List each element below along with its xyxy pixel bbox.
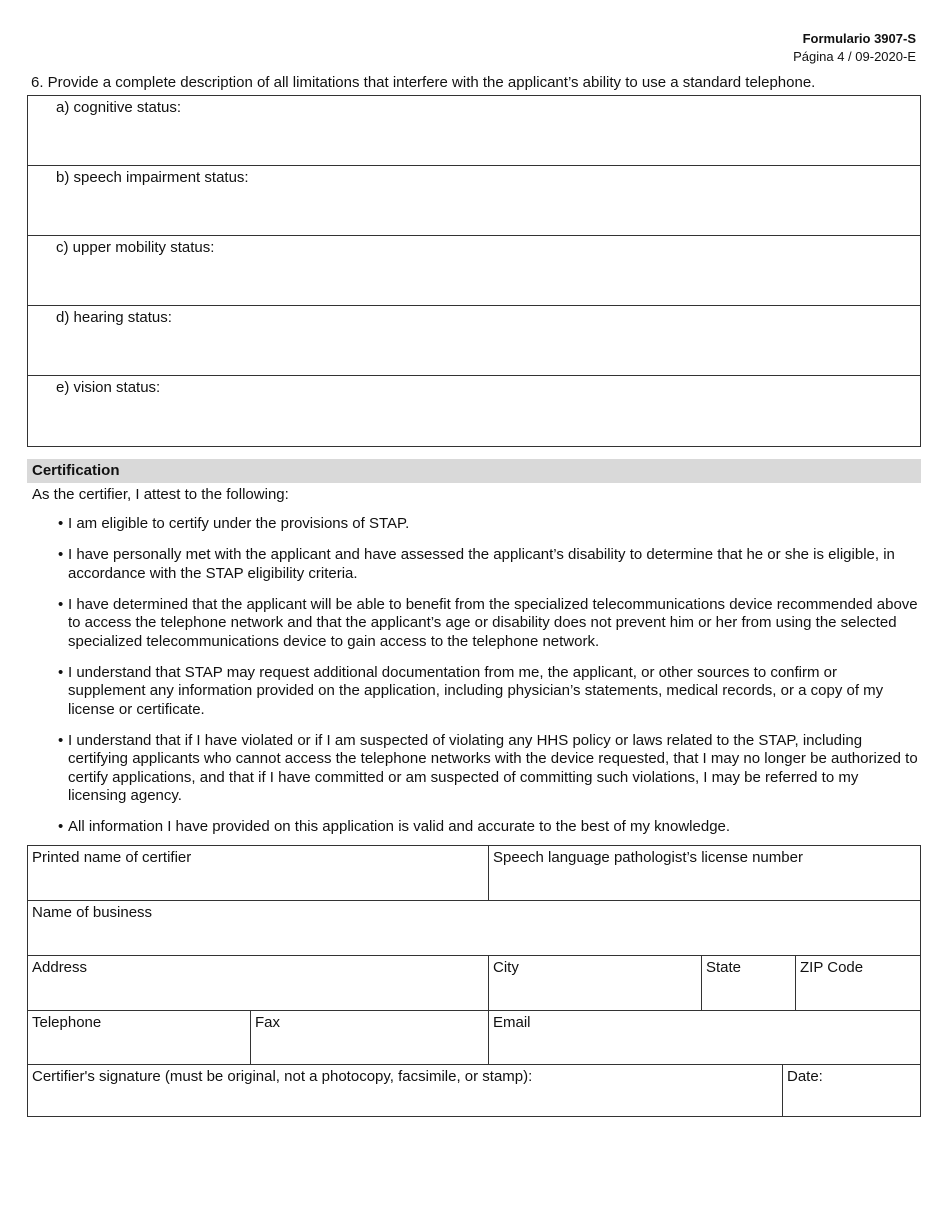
city-label: City	[493, 959, 519, 976]
signature-label: Certifier's signature (must be original, not a photocopy, facsimile, or stamp):	[32, 1068, 533, 1085]
address-field[interactable]	[28, 956, 489, 1010]
state-field[interactable]	[702, 956, 796, 1010]
date-field[interactable]	[783, 1065, 920, 1116]
list-item: • I have determined that the applicant will be able to benefit from the specialized telecommunications device recommended above to access the telephone network and that the applicant’s age or disability does not prevent him or her from using the selected specialized telecommunications device to gain access to the telephone network.	[58, 596, 918, 652]
city-field[interactable]	[489, 956, 702, 1010]
question-6-prompt: 6. Provide a complete description of all limitations that interfere with the applicant’s ability to use a standard telephone.	[31, 74, 816, 91]
telephone-label: Telephone	[32, 1014, 102, 1031]
business-name-label: Name of business	[32, 904, 153, 921]
certification-heading: Certification	[27, 459, 921, 483]
page-info: Página 4 / 09-2020-E	[793, 49, 916, 64]
list-item: • All information I have provided on this application is valid and accurate to the best of my knowledge.	[58, 818, 918, 837]
hearing-status-label: d) hearing status:	[56, 309, 172, 326]
vision-status-label: e) vision status:	[56, 379, 161, 396]
list-item: • I have personally met with the applicant and have assessed the applicant’s disability to determine that he or she is eligible, in accordance with the STAP eligibility criteria.	[58, 546, 918, 583]
signature-field[interactable]	[28, 1065, 783, 1116]
list-item: • I understand that if I have violated or if I am suspected of violating any HHS policy or laws related to the STAP, including certifying applicants who cannot access the telephone networks with the device requested, that I may no longer be authorized to certify applications, and that if I have committed or am suspected of committing such violations, I may be referred to my licensing agency.	[58, 732, 918, 806]
upper-mobility-status-field[interactable]	[28, 236, 920, 306]
speech-impairment-status-field[interactable]	[28, 166, 920, 236]
zip-code-field[interactable]	[796, 956, 920, 1010]
printed-name-label: Printed name of certifier	[32, 849, 192, 866]
date-label: Date:	[787, 1068, 823, 1085]
hearing-status-field[interactable]	[28, 306, 920, 376]
license-number-label: Speech language pathologist’s license number	[493, 849, 803, 866]
telephone-field[interactable]	[28, 1011, 251, 1064]
zip-code-label: ZIP Code	[800, 959, 864, 976]
cognitive-status-field[interactable]	[28, 96, 920, 166]
certification-intro: As the certifier, I attest to the following:	[32, 486, 289, 503]
speech-impairment-status-label: b) speech impairment status:	[56, 169, 249, 186]
list-item: • I am eligible to certify under the provisions of STAP.	[58, 515, 918, 534]
certification-bullets	[58, 515, 918, 849]
email-field[interactable]	[489, 1011, 920, 1064]
list-item: • I understand that STAP may request additional documentation from me, the applicant, or other sources to confirm or supplement any information provided on the application, including physician’s statements, medical records, or a copy of my license or certificate.	[58, 664, 918, 720]
cognitive-status-label: a) cognitive status:	[56, 99, 182, 116]
fax-field[interactable]	[251, 1011, 489, 1064]
printed-name-field[interactable]	[28, 846, 489, 900]
state-label: State	[706, 959, 742, 976]
business-name-field[interactable]	[28, 901, 920, 955]
form-number: Formulario 3907-S	[802, 31, 916, 46]
fax-label: Fax	[255, 1014, 281, 1031]
email-label: Email	[493, 1014, 531, 1031]
certifier-info-table	[27, 845, 921, 1117]
vision-status-field[interactable]	[28, 376, 920, 446]
upper-mobility-status-label: c) upper mobility status:	[56, 239, 215, 256]
address-label: Address	[32, 959, 88, 976]
form-header	[793, 30, 916, 66]
license-number-field[interactable]	[489, 846, 920, 900]
limitations-table	[27, 95, 921, 447]
